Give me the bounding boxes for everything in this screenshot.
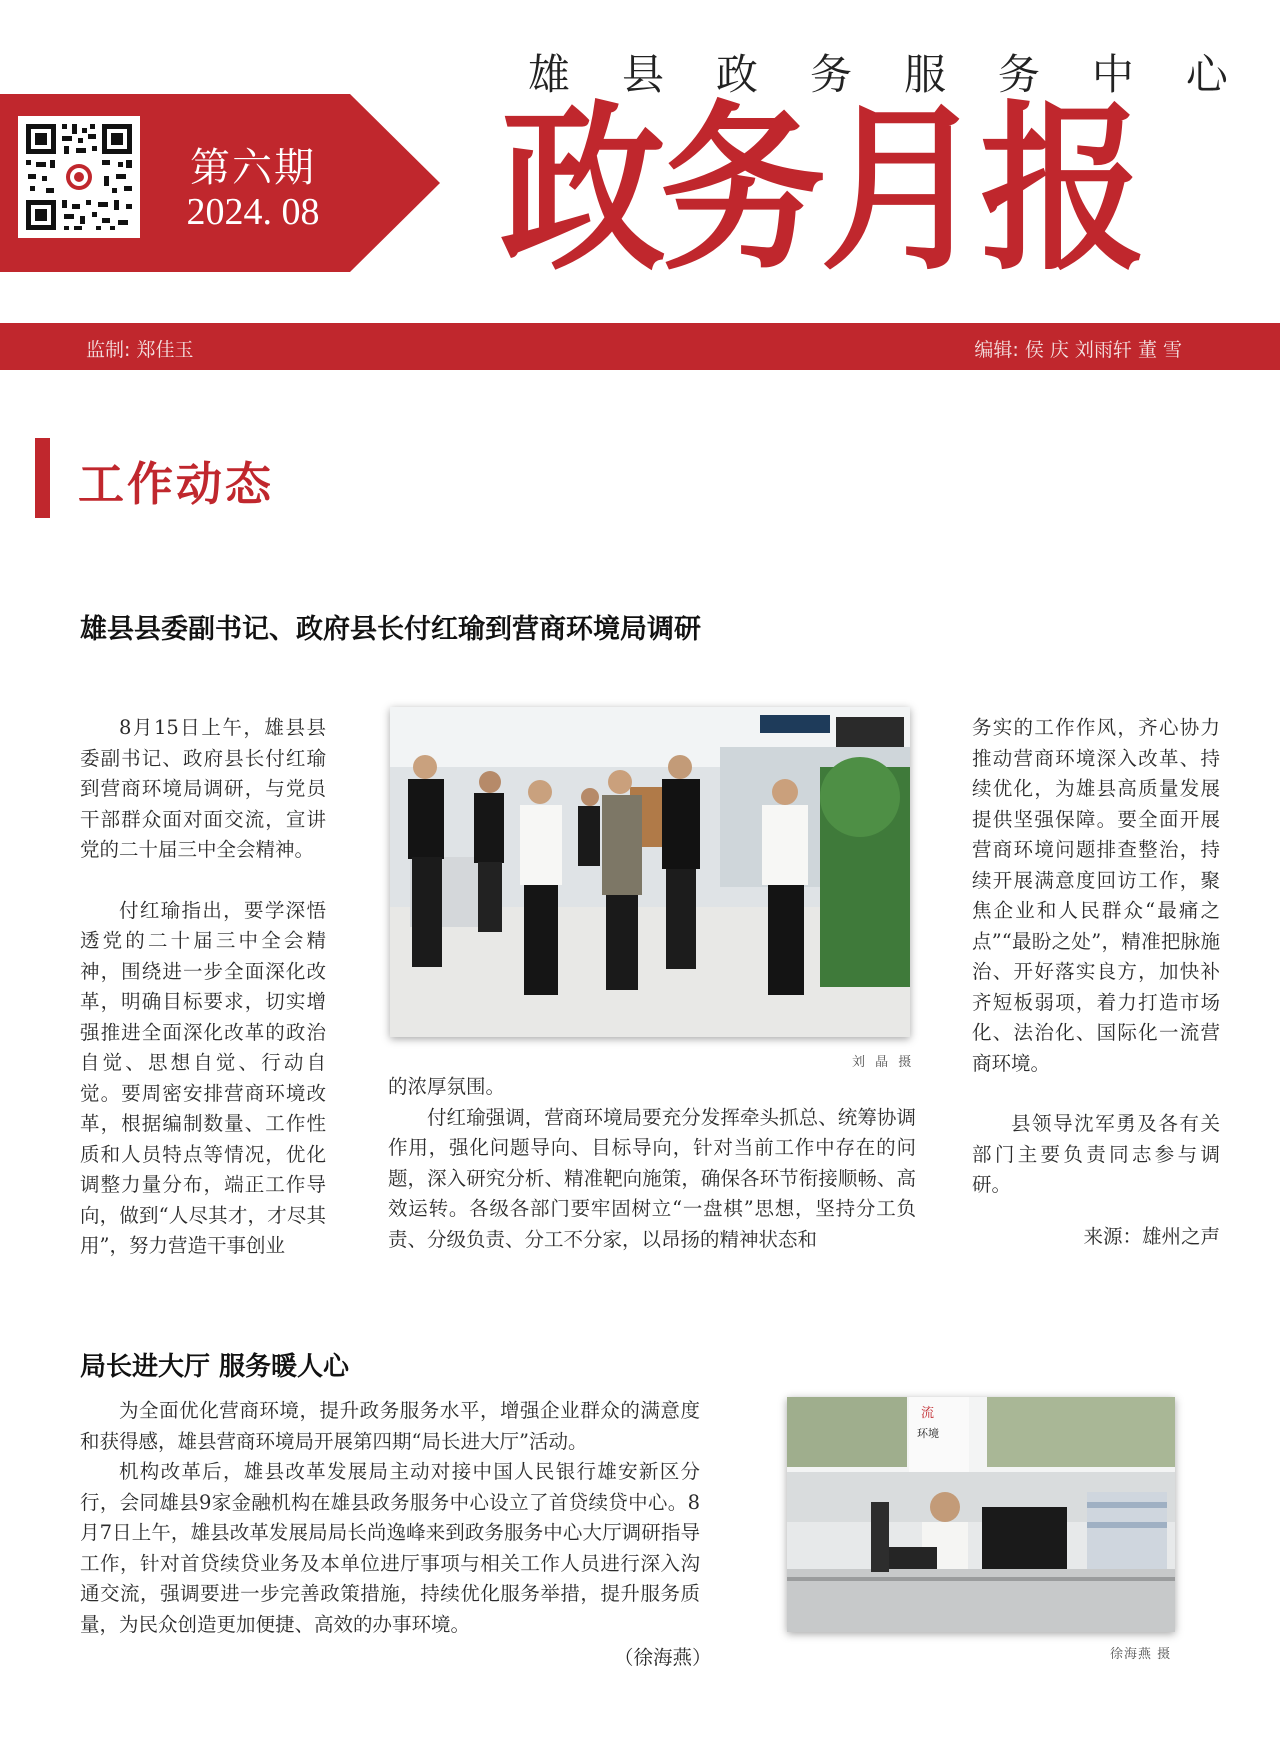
org-char: 县 bbox=[621, 50, 664, 99]
org-char: 务 bbox=[809, 50, 852, 99]
org-char: 服 bbox=[903, 50, 946, 99]
paragraph: 付红瑜强调，营商环境局要充分发挥牵头抓总、统筹协调作用，强化问题导向、目标导向，针对当前工作中存在的问题，深入研究分析、精准靶向施策，确保各环节衔接顺畅、高效运转。各级各部门要牢固树立“一盘棋”思想，坚持分工负责、分级负责、分工不分家，以昂扬的精神状态和 bbox=[388, 1105, 916, 1251]
publication-title: 政务月报 bbox=[500, 86, 1141, 295]
paragraph: 为全面优化营商环境，提升政务服务水平，增强企业群众的满意度和获得感，雄县营商环境局开展第四期“局长进大厅”活动。 bbox=[80, 1399, 700, 1453]
credit-bar bbox=[0, 323, 1280, 370]
qr-code-icon bbox=[18, 116, 140, 238]
paragraph-continuation: 的浓厚氛围。 bbox=[388, 1075, 506, 1098]
section-title: 工作动态 bbox=[78, 457, 274, 511]
org-char: 中 bbox=[1091, 50, 1134, 99]
article-photo-visit[interactable] bbox=[390, 707, 910, 1037]
issue-date: 2024. 08 bbox=[186, 191, 320, 233]
paragraph-continuation: 务实的工作作风，齐心协力推动营商环境深入改革、持续优化，为雄县高质量发展提供坚强保障。要全面开展营商环境问题排查整治，持续开展满意度回访工作，聚焦企业和人民群众“最痛之点”“最盼之处”，精准把脉施治、开好落实良方，加快补齐短板弱项，着力打造市场化、法治化、国际化一流营商环境。 bbox=[972, 716, 1220, 1075]
paragraph: 县领导沈军勇及各有关部门主要负责同志参与调研。 bbox=[972, 1112, 1220, 1196]
photo-sign-bottom: 环境 bbox=[917, 1427, 939, 1440]
paragraph: 机构改革后，雄县改革发展局主动对接中国人民银行雄安新区分行，会同雄县9家金融机构在雄县政务服务中心设立了首贷续贷中心。8月7日上午，雄县改革发展局局长尚逸峰来到政务服务中心大厅调研指导工作，针对首贷续贷业务及本单位进厅事项与相关工作人员进行深入沟通交流，强调要进一步完善政策措施，持续优化服务举措，提升服务质量，为民众创造更加便捷、高效的办事环境。 bbox=[80, 1460, 700, 1636]
article-body bbox=[80, 1396, 700, 1640]
article-photo-hall[interactable] bbox=[787, 1397, 1175, 1632]
org-char: 政 bbox=[715, 50, 758, 99]
org-char: 雄 bbox=[528, 50, 571, 99]
photo-caption: 徐海燕 摄 bbox=[1110, 1647, 1172, 1662]
article-source: 来源：雄州之声 bbox=[1083, 1225, 1220, 1248]
editor-credit: 编辑: 侯 庆 刘雨轩 董 雪 bbox=[974, 339, 1182, 361]
service-hall-photo bbox=[787, 1397, 1175, 1632]
author-byline: （徐海燕） bbox=[614, 1646, 712, 1669]
office-visit-photo bbox=[390, 707, 910, 1037]
photo-sign-top: 流 bbox=[921, 1406, 935, 1421]
qr-code[interactable] bbox=[18, 116, 140, 238]
article-column-right bbox=[972, 713, 1220, 1201]
issue-number: 第六期 bbox=[190, 145, 316, 191]
article-headline: 雄县县委副书记、政府县长付红瑜到营商环境局调研 bbox=[80, 614, 701, 645]
paragraph: 付红瑜指出，要学深悟透党的二十届三中全会精神，围绕进一步全面深化改革，明确目标要求，切实增强推进全面深化改革的政治自觉、思想自觉、行动自觉。要周密安排营商环境改革，根据编制数量、工作性质和人员特点等情况，优化调整力量分布，端正工作导向，做到“人尽其才，才尽其用”，努力营造干事创业 bbox=[80, 898, 326, 1257]
paragraph: 8月15日上午，雄县县委副书记、政府县长付红瑜到营商环境局调研，与党员干部群众面对面交流，宣讲党的二十届三中全会精神。 bbox=[80, 716, 326, 861]
org-char: 心 bbox=[1185, 50, 1228, 99]
article-headline: 局长进大厅 服务暖人心 bbox=[80, 1352, 350, 1382]
article-column-middle bbox=[388, 1072, 916, 1255]
photo-caption: 刘 晶 摄 bbox=[852, 1055, 915, 1070]
org-char: 务 bbox=[997, 50, 1040, 99]
article-column-left bbox=[80, 713, 326, 1262]
supervisor-credit: 监制: 郑佳玉 bbox=[86, 339, 194, 361]
section-marker bbox=[35, 438, 50, 518]
